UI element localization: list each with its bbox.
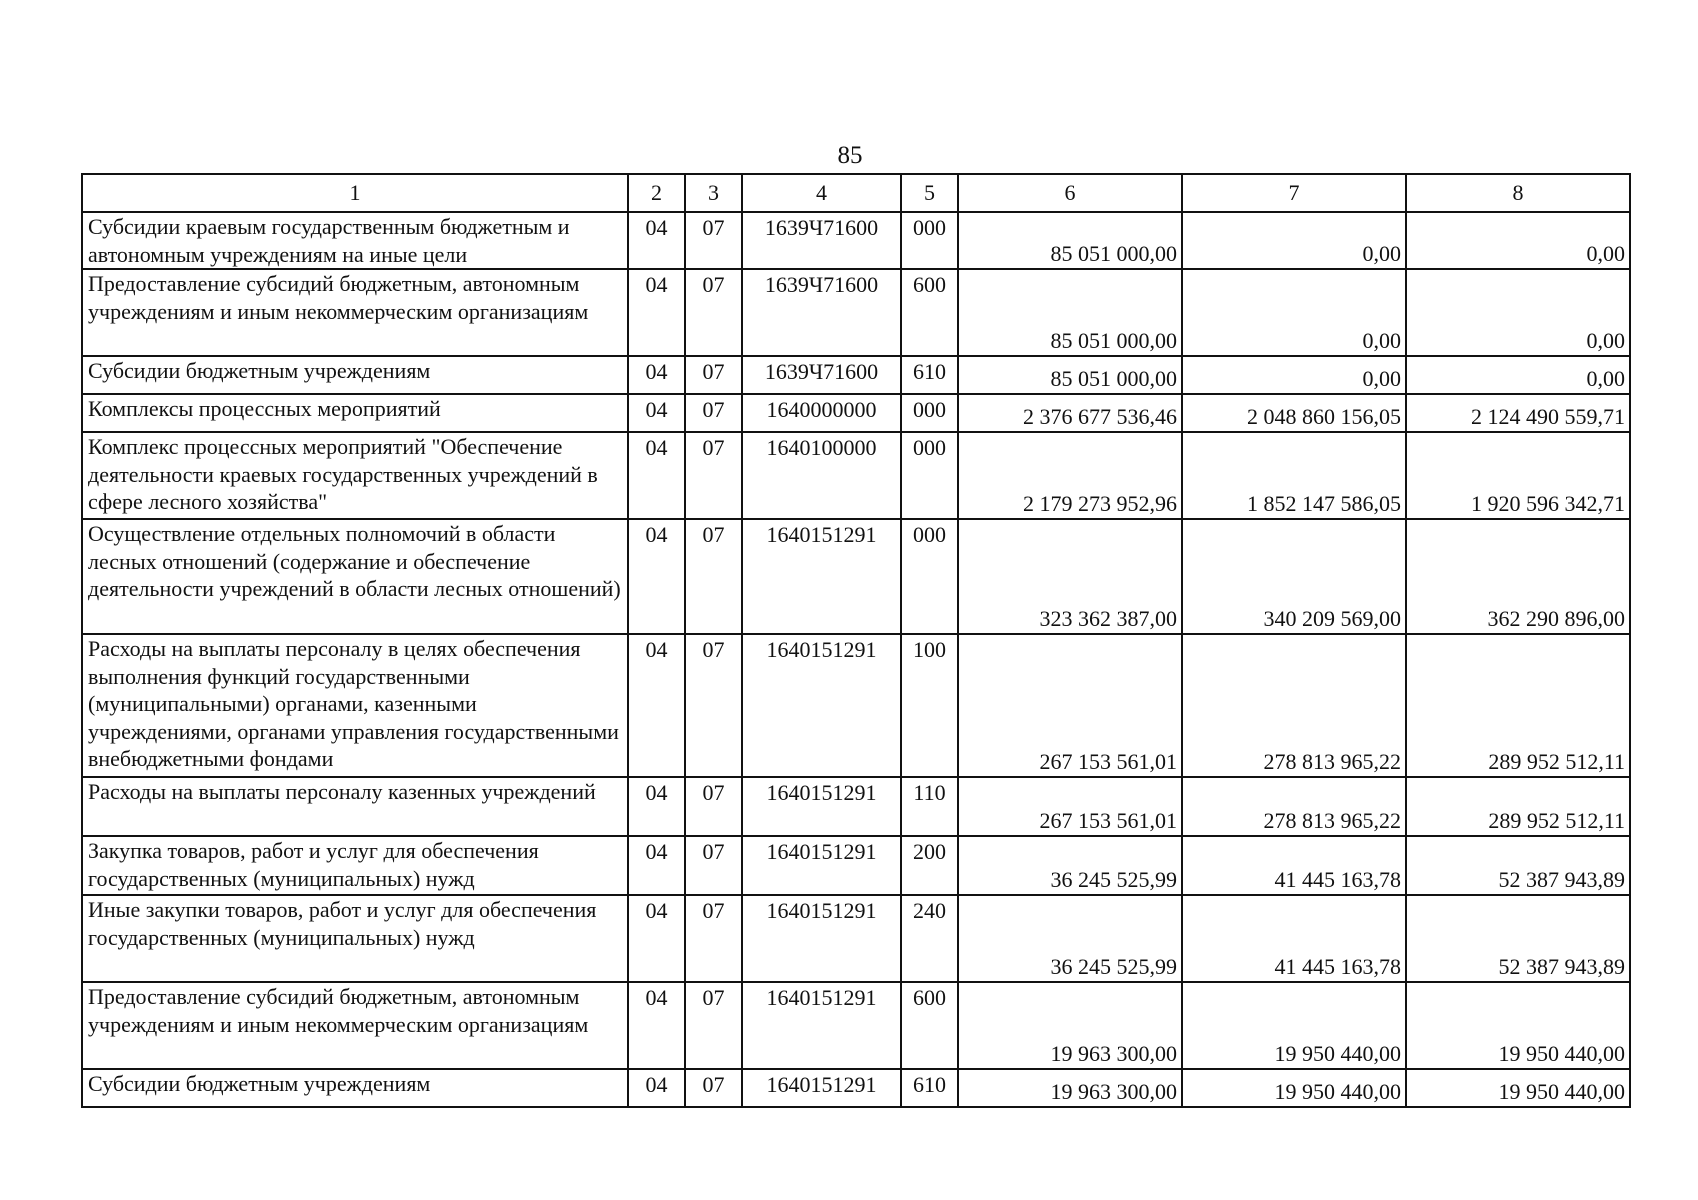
row-subsection: 07: [685, 1069, 742, 1107]
row-amount-col6: 2 376 677 536,46: [958, 394, 1182, 432]
row-expense-type: 600: [901, 269, 958, 356]
row-expense-type: 610: [901, 356, 958, 394]
row-amount-col7: 0,00: [1182, 356, 1406, 394]
row-amount-col8: 0,00: [1406, 356, 1630, 394]
row-name: Закупка товаров, работ и услуг для обеспечения государственных (муниципальных) нужд: [82, 836, 628, 895]
table-row: [82, 356, 1630, 394]
row-amount-col7: 1 852 147 586,05: [1182, 432, 1406, 519]
row-amount-col6: 85 051 000,00: [958, 212, 1182, 269]
row-name: Предоставление субсидий бюджетным, автономным учреждениям и иным некоммерческим организациям: [82, 269, 628, 356]
row-amount-col7: 278 813 965,22: [1182, 777, 1406, 836]
row-amount-col6: 19 963 300,00: [958, 1069, 1182, 1107]
table-row: [82, 212, 1630, 269]
row-amount-col6: 267 153 561,01: [958, 634, 1182, 777]
row-amount-col8: 289 952 512,11: [1406, 634, 1630, 777]
row-section: 04: [628, 777, 685, 836]
row-section: 04: [628, 519, 685, 634]
row-section: 04: [628, 634, 685, 777]
row-amount-col8: 0,00: [1406, 212, 1630, 269]
row-subsection: 07: [685, 212, 742, 269]
row-amount-col7: 278 813 965,22: [1182, 634, 1406, 777]
row-amount-col6: 2 179 273 952,96: [958, 432, 1182, 519]
row-name: Расходы на выплаты персоналу в целях обеспечения выполнения функций государственными (муниципальными) органами, казенными учреждениями, органами управления государственными внебюджетными фондами: [82, 634, 628, 777]
row-name: Субсидии бюджетным учреждениям: [82, 356, 628, 394]
table-row: [82, 1069, 1630, 1107]
row-target-article: 1640100000: [742, 432, 901, 519]
row-amount-col6: 85 051 000,00: [958, 356, 1182, 394]
table-row: [82, 836, 1630, 895]
row-subsection: 07: [685, 634, 742, 777]
row-amount-col6: 36 245 525,99: [958, 895, 1182, 982]
header-cell-8: 8: [1406, 174, 1630, 212]
row-name: Комплексы процессных мероприятий: [82, 394, 628, 432]
row-subsection: 07: [685, 356, 742, 394]
row-subsection: 07: [685, 777, 742, 836]
row-target-article: 1640151291: [742, 634, 901, 777]
row-amount-col8: 52 387 943,89: [1406, 895, 1630, 982]
table-row: [82, 982, 1630, 1069]
header-cell-3: 3: [685, 174, 742, 212]
header-cell-7: 7: [1182, 174, 1406, 212]
row-expense-type: 000: [901, 519, 958, 634]
row-expense-type: 600: [901, 982, 958, 1069]
table-header: [82, 174, 1630, 212]
row-section: 04: [628, 356, 685, 394]
row-name: Комплекс процессных мероприятий "Обеспечение деятельности краевых государственных учреждений в сфере лесного хозяйства": [82, 432, 628, 519]
row-amount-col6: 267 153 561,01: [958, 777, 1182, 836]
row-amount-col6: 323 362 387,00: [958, 519, 1182, 634]
row-section: 04: [628, 895, 685, 982]
row-amount-col7: 19 950 440,00: [1182, 982, 1406, 1069]
row-section: 04: [628, 432, 685, 519]
row-expense-type: 200: [901, 836, 958, 895]
row-amount-col8: 289 952 512,11: [1406, 777, 1630, 836]
row-target-article: 1640151291: [742, 519, 901, 634]
row-target-article: 1640151291: [742, 982, 901, 1069]
row-name: Предоставление субсидий бюджетным, автономным учреждениям и иным некоммерческим организациям: [82, 982, 628, 1069]
row-expense-type: 240: [901, 895, 958, 982]
table-row: [82, 269, 1630, 356]
table-row: [82, 394, 1630, 432]
table-row: [82, 432, 1630, 519]
row-subsection: 07: [685, 394, 742, 432]
row-amount-col7: 0,00: [1182, 269, 1406, 356]
row-target-article: 1640151291: [742, 895, 901, 982]
table-body: [82, 212, 1630, 1107]
row-amount-col8: 19 950 440,00: [1406, 1069, 1630, 1107]
row-amount-col6: 85 051 000,00: [958, 269, 1182, 356]
row-amount-col8: 362 290 896,00: [1406, 519, 1630, 634]
row-subsection: 07: [685, 269, 742, 356]
row-expense-type: 000: [901, 212, 958, 269]
row-subsection: 07: [685, 836, 742, 895]
row-amount-col8: 2 124 490 559,71: [1406, 394, 1630, 432]
row-amount-col6: 36 245 525,99: [958, 836, 1182, 895]
header-cell-6: 6: [958, 174, 1182, 212]
header-cell-1: 1: [82, 174, 628, 212]
row-subsection: 07: [685, 895, 742, 982]
row-subsection: 07: [685, 982, 742, 1069]
row-section: 04: [628, 982, 685, 1069]
row-amount-col7: 340 209 569,00: [1182, 519, 1406, 634]
row-amount-col7: 41 445 163,78: [1182, 895, 1406, 982]
table-row: [82, 777, 1630, 836]
header-cell-4: 4: [742, 174, 901, 212]
row-expense-type: 110: [901, 777, 958, 836]
row-amount-col7: 19 950 440,00: [1182, 1069, 1406, 1107]
row-expense-type: 100: [901, 634, 958, 777]
row-amount-col6: 19 963 300,00: [958, 982, 1182, 1069]
table-row: [82, 519, 1630, 634]
row-subsection: 07: [685, 432, 742, 519]
row-amount-col8: 0,00: [1406, 269, 1630, 356]
row-name: Иные закупки товаров, работ и услуг для обеспечения государственных (муниципальных) нужд: [82, 895, 628, 982]
row-section: 04: [628, 836, 685, 895]
header-cell-5: 5: [901, 174, 958, 212]
table-row: [82, 634, 1630, 777]
row-section: 04: [628, 212, 685, 269]
row-amount-col8: 52 387 943,89: [1406, 836, 1630, 895]
header-cell-2: 2: [628, 174, 685, 212]
row-target-article: 1640151291: [742, 777, 901, 836]
row-section: 04: [628, 394, 685, 432]
row-expense-type: 610: [901, 1069, 958, 1107]
row-amount-col8: 19 950 440,00: [1406, 982, 1630, 1069]
row-name: Субсидии краевым государственным бюджетным и автономным учреждениям на иные цели: [82, 212, 628, 269]
row-section: 04: [628, 269, 685, 356]
table-row: [82, 895, 1630, 982]
row-amount-col7: 2 048 860 156,05: [1182, 394, 1406, 432]
row-expense-type: 000: [901, 432, 958, 519]
row-target-article: 1639Ч71600: [742, 269, 901, 356]
row-target-article: 1640151291: [742, 836, 901, 895]
row-name: Осуществление отдельных полномочий в области лесных отношений (содержание и обеспечение деятельности учреждений в области лесных отношений): [82, 519, 628, 634]
row-target-article: 1639Ч71600: [742, 212, 901, 269]
row-expense-type: 000: [901, 394, 958, 432]
row-name: Субсидии бюджетным учреждениям: [82, 1069, 628, 1107]
row-amount-col8: 1 920 596 342,71: [1406, 432, 1630, 519]
header-row: [82, 174, 1630, 212]
budget-table: [81, 173, 1631, 1108]
row-section: 04: [628, 1069, 685, 1107]
row-amount-col7: 0,00: [1182, 212, 1406, 269]
row-target-article: 1639Ч71600: [742, 356, 901, 394]
page-number: 85: [837, 142, 863, 169]
row-target-article: 1640000000: [742, 394, 901, 432]
row-subsection: 07: [685, 519, 742, 634]
row-name: Расходы на выплаты персоналу казенных учреждений: [82, 777, 628, 836]
row-target-article: 1640151291: [742, 1069, 901, 1107]
row-amount-col7: 41 445 163,78: [1182, 836, 1406, 895]
